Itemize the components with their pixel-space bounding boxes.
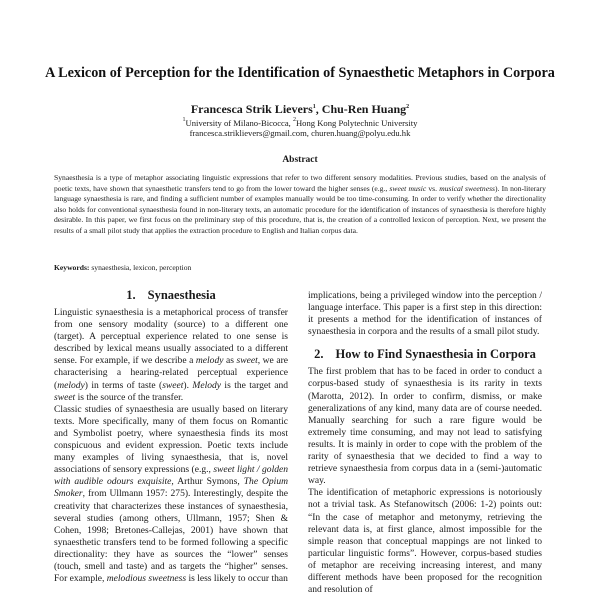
text: is less likely to occur than <box>186 573 288 585</box>
author-name: Francesca Strik Lievers <box>190 102 313 116</box>
section-number: 1. <box>126 288 136 302</box>
text: , from Ullmann 1957: 275). Interestingly, despite the creativity that characterizes these instances of synaesthesia, several studies (among others, Ullmann, 1957; Shen & Cohen, 1998; Bretones-Callejas, 2001) have shown that synaesthetic transfers tend to be formed following a specific directionality: they have as sources the “lower” senses (touch, smell and taste) and as targets the “higher” senses. For example, <box>54 488 288 585</box>
text: Linguistic synaesthesia is a metaphorical process of transfer from one sensory modality (source) to a different one (target). A perceptual experience related to one sense is described by lexical means usually associated to a different sense. For example, if we describe a <box>54 307 288 367</box>
italic-term: melodious sweetness <box>106 573 187 585</box>
paragraph: The first problem that has to be faced in order to conduct a corpus-based study of synaesthesia is its rarity in texts (Marotta, 2012). In order to confirm, dismiss, or make generalizations of any kind, many data are of course needed. Manually searching for such a rare figure would be extremely time consuming, and may not lead to satisfying results. It is mainly in order to cope with the problem of the rarity of synaesthesia that we decided to find a way to retrieve synaesthesia from corpus data in a (semi-)automatic way. <box>308 366 542 487</box>
keywords <box>54 263 546 273</box>
author-emails: francesca.striklievers@gmail.com, churen.huang@polyu.edu.hk <box>189 128 411 138</box>
text: Classic studies of synaesthesia are usually based on literary texts. More specifically, many of them focus on Romantic and Symbolist poetry, where synaesthesia finds its most conspicuous and evident expression. Poetic texts include many examples of living synaesthesia, that is, novel associations of sensory expressions (e.g., <box>54 403 288 476</box>
author-name: Chu-Ren Huang <box>321 102 407 116</box>
author-mark: 1 <box>312 104 316 110</box>
keywords-list: synaesthesia, lexicon, perception <box>91 263 192 272</box>
affiliation-name: University of Milano-Bicocca <box>185 118 289 128</box>
affiliation-mark: 2 <box>292 117 296 123</box>
abstract-text: ). In non-literary language synaesthesia is rare, and finding a sufficient number of examples manually would be too time-consuming. In order to verify whether the directionality also holds for conventional synaesthesia found in non-literary texts, an automatic procedure for the identification of instances of synaesthesia is therefore highly desirable. In this paper, we first focus on the preliminary step of this procedure, that is, the creation of a controlled lexicon of perception. Next, we present the results of a small pilot study that applies the extraction procedure to English and Italian corpus data. <box>54 183 546 235</box>
italic-work-title: The Opium Smoker <box>54 476 288 500</box>
keywords-label: Keywords: <box>54 263 90 272</box>
paper-title: A Lexicon of Perception for the Identification of Synaesthetic Metaphors in Corpora <box>45 65 555 81</box>
abstract-body <box>54 173 546 236</box>
text: ). <box>183 379 193 391</box>
text: is the source of the transfer. <box>75 391 184 403</box>
section-heading <box>54 288 288 302</box>
section-title: How to Find Synaesthesia in Corpora <box>335 347 536 362</box>
section-heading <box>308 347 542 361</box>
affiliations: $^1$University of Milano-Bicocca, $^2$Hong Kong Polytechnic University francesca.striklievers@gmail.com, churen.huang@polyu.edu.hk <box>40 115 560 138</box>
italic-term: melody <box>195 355 224 367</box>
author-list: Francesca Strik Lievers$^1$, Chu-Ren Huang$^2$ <box>190 102 410 116</box>
affiliation-mark: 1 <box>182 117 186 123</box>
italic-term: sweet <box>236 355 258 367</box>
text: is the target and <box>221 379 288 391</box>
paragraph: implications, being a privileged window into the perception / language interface. This paper is a first step in this direction: it presents a method for the identification of instances of synaesthesia in corpora and the results of a small pilot study. <box>308 290 542 338</box>
italic-term: sweet <box>54 391 76 403</box>
paragraph <box>54 404 288 585</box>
italic-term: sweet <box>162 379 184 391</box>
abstract-example: sweet music <box>389 183 427 193</box>
right-column <box>308 290 542 596</box>
section-title: Synaesthesia <box>147 288 216 302</box>
section-number: 2. <box>314 347 324 362</box>
abstract-heading: Abstract <box>282 155 318 165</box>
text: , Arthur Symons, <box>171 476 244 488</box>
abstract-text: vs. <box>426 183 440 193</box>
author-mark: 2 <box>406 104 410 110</box>
italic-term: melody <box>57 379 85 391</box>
text: , we are characterising a hearing-related perceptual experience ( <box>54 355 288 391</box>
text: as <box>223 355 237 367</box>
affiliation-name: Hong Kong Polytechnic University <box>295 118 418 128</box>
abstract-text: Synaesthesia is a type of metaphor associating linguistic expressions that refer to two different sensory modalities. Previous studies, based on the analysis of poetic texts, have shown that synaesthetic transfers tend to go from the lower toward the higher senses (e.g., <box>54 173 546 193</box>
left-column <box>54 288 288 585</box>
paragraph <box>54 307 288 404</box>
italic-term: Melody <box>192 379 222 391</box>
abstract-example: musical sweetness <box>439 183 495 193</box>
italic-quote: sweet light / golden with audible odours exquisite <box>54 464 289 488</box>
text: ) in terms of taste ( <box>84 379 163 391</box>
paragraph: The identification of metaphoric expressions is notoriously not a trivial task. As Stefanowitsch (2006: 1-2) points out: “In the case of metaphor and metonymy, retrieving the relevant data is, at first glance, almost impossible for the simple reason that conceptual mappings are not linked to particular linguistic forms”. However, corpus-based studies of metaphor are receiving increasing interest, and many different methods have been proposed for the recognition and resolution of <box>308 487 542 596</box>
